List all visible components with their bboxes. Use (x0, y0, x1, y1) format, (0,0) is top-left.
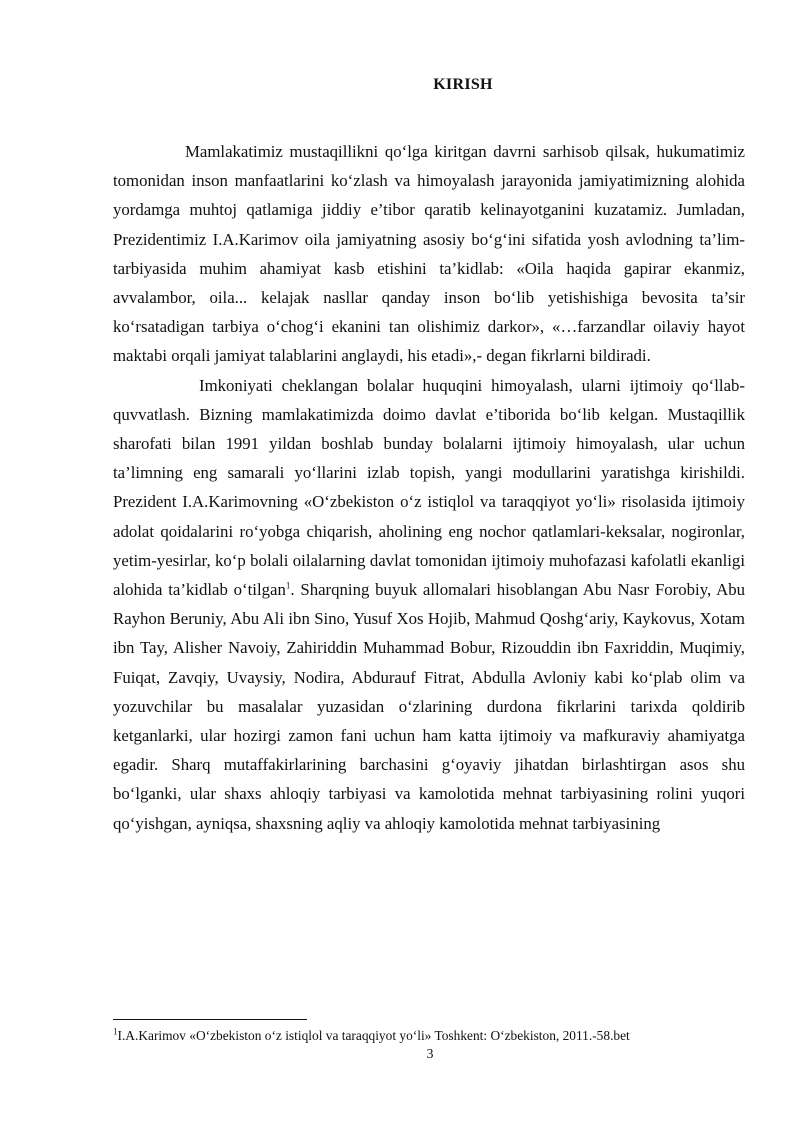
page-number: 3 (426, 1047, 434, 1062)
paragraph-disabled-children (113, 371, 745, 838)
footnote-reference[interactable]: 1 (285, 580, 291, 591)
section-title: KIRISH (433, 76, 493, 93)
paragraph-text-part-1: Imkoniyati cheklangan bolalar huquqini himoyalash, ularni ijtimoiy qo‘llab-quvvatlash. Bizning mamlakatimizda doimo davlat e’tiborida bo‘lib kelgan. Mustaqillik sharofati bilan 1991 yildan boshlab bunday bolalarni ijtimoiy himoyalash, ular uchun ta’limning eng samarali yo‘llarini izlab topish, yangi modullarini yaratishga kirishildi. Prezident I.A.Karimovning «O‘zbekiston o‘z istiqlol va taraqqiyot yo‘li» risolasida ijtimoiy adolat qoidalarini ro‘yobga chiqarish, aholining eng nochor qatlamlari-keksalar, nogironlar, yetim-yesirlar, ko‘p bolali oilalarning davlat tomonidan ijtimoiy muhofazasi kafolatli ekanligi alohida ta’kidlab o‘tilgan (113, 375, 745, 600)
body-text (113, 137, 745, 838)
footnote-text: I.A.Karimov «O‘zbekiston o‘z istiqlol va taraqqiyot yo‘li» Toshkent: O‘zbekiston, 2011.-58.bet (117, 1028, 630, 1043)
footnote-marker: 1 (113, 1026, 118, 1037)
paragraph-text-part-2: . Sharqning buyuk allomalari hisoblangan Abu Nasr Forobiy, Abu Rayhon Beruniy, Abu Ali ibn Sino, Yusuf Xos Hojib, Mahmud Qoshg‘ariy, Kaykovus, Xotam ibn Tay, Alisher Navoiy, Zahiriddin Muhammad Bobur, Rizouddin ibn Faxriddin, Muqimiy, Fuiqat, Zavqiy, Uvaysiy, Nodira, Abdurauf Fitrat, Abdulla Avloniy kabi ko‘plab olim va yozuvchilar bu masalalar yuzasidan o‘zlarining durdona fikrlarini tarixda qoldirib ketganlarki, ular hozirgi zamon fani uchun ham katta ijtimoiy va mafkuraviy ahamiyatga egadir. Sharq mutaffakirlarining barchasini g‘oyaviy jihatdan birlashtirgan asos shu bo‘lganki, ular shaxs ahloqiy tarbiyasi va kamolotida mehnat tarbiyasining rolini yuqori qo‘yishgan, ayniqsa, shaxsning aqliy va ahloqiy kamolotida mehnat tarbiyasining (113, 580, 745, 833)
footnote (113, 1028, 753, 1044)
paragraph-intro: Mamlakatimiz mustaqillikni qo‘lga kiritgan davrni sarhisob qilsak, hukumatimiz tomonidan inson manfaatlarini ko‘zlash va himoyalash jarayonida jamiyatimizning alohida yordamga muhtoj qatlamiga jiddiy e’tibor qaratib kelinayotganini kuzatamiz. Jumladan, Prezidentimiz I.A.Karimov oila jamiyatning asosiy bo‘g‘ini sifatida yosh avlodning ta’lim-tarbiyasida muhim ahamiyat kasb etishini ta’kidlab: «Oila haqida gapirar ekanmiz, avvalambor, oila... kelajak nasllar qanday inson bo‘lib yetishishiga bevosita ta’sir ko‘rsatadigan tarbiya o‘chog‘i ekanini tan olishimiz darkor», «…farzandlar oilaviy hayot maktabi orqali jamiyat talablarini anglaydi, his etadi»,- degan fikrlarni bildiradi. (113, 142, 745, 366)
footnote-separator (113, 1019, 307, 1020)
